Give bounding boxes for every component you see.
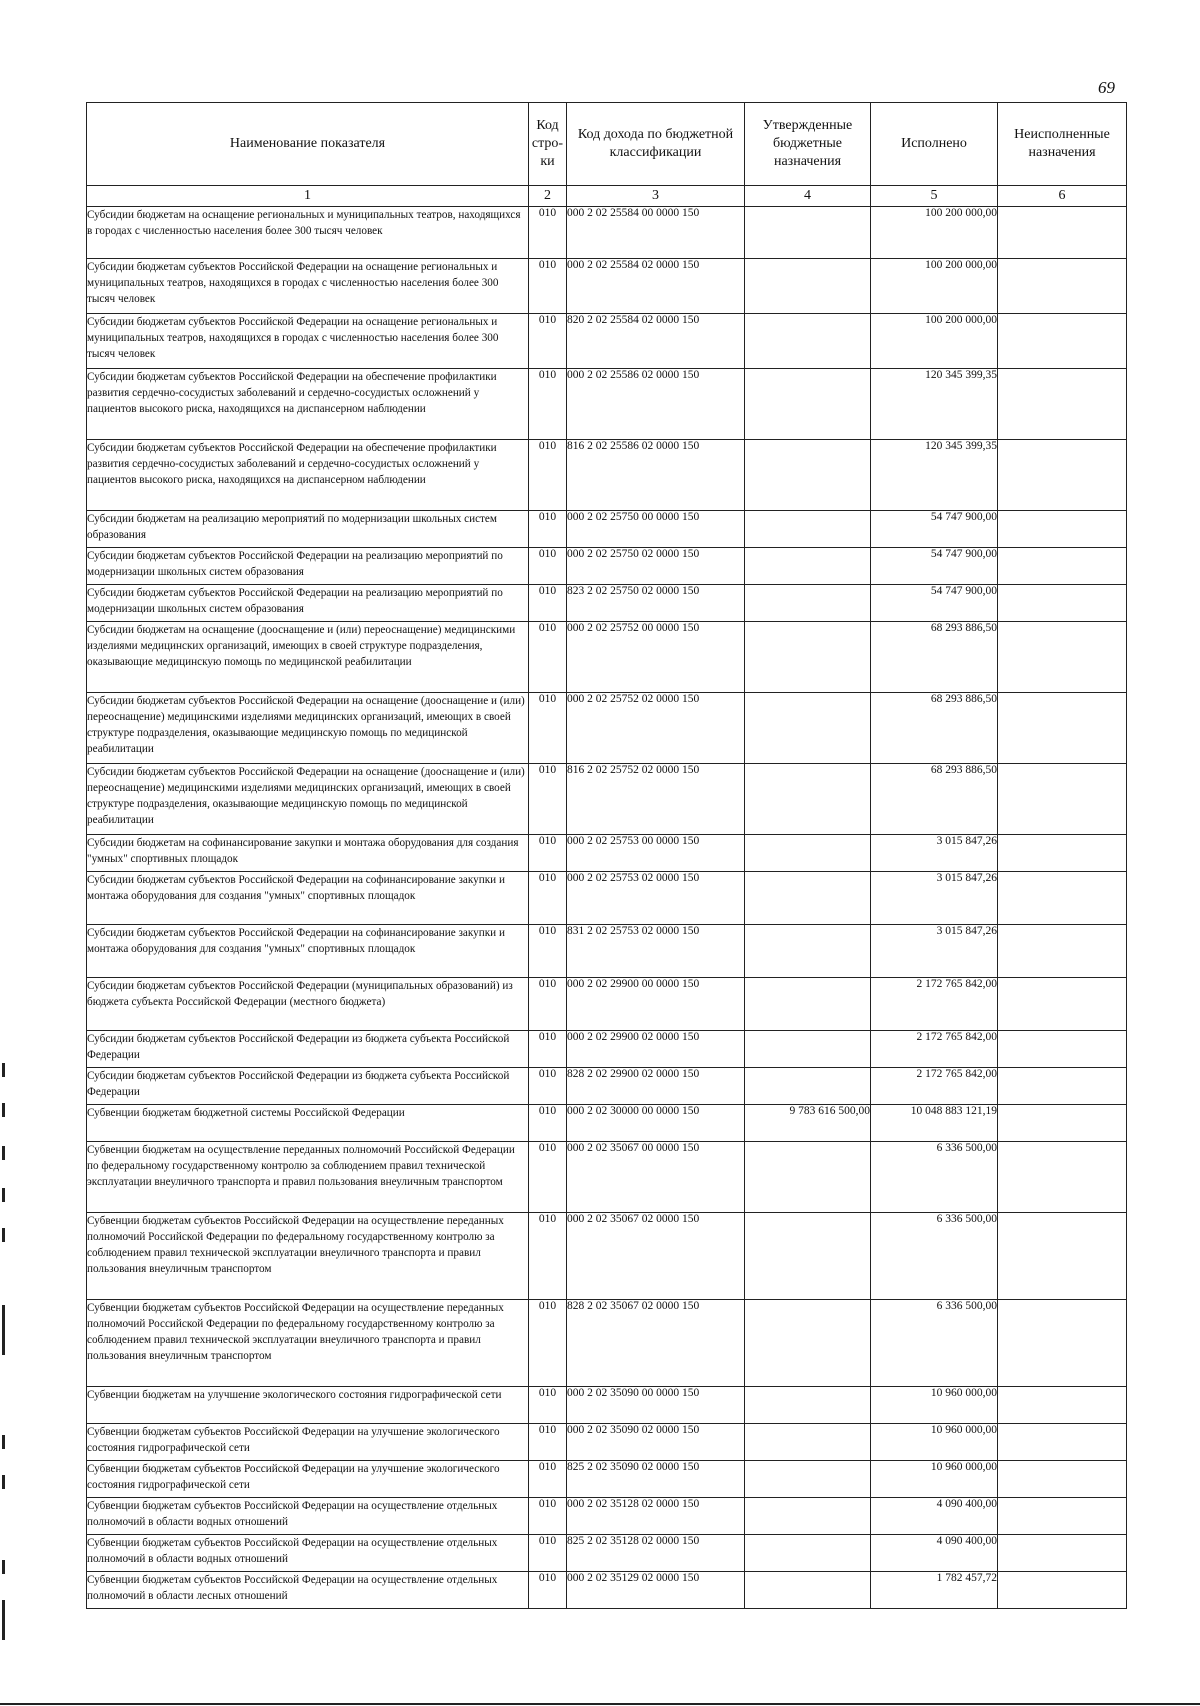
row-executed-cell: 4 090 400,00 xyxy=(871,1498,998,1535)
row-executed-cell: 4 090 400,00 xyxy=(871,1535,998,1572)
row-line-code-cell: 010 xyxy=(529,1461,567,1498)
row-executed-cell: 100 200 000,00 xyxy=(871,259,998,314)
row-income-code-cell: 000 2 02 25752 02 0000 150 xyxy=(567,693,745,764)
row-income-code-cell: 000 2 02 35090 00 0000 150 xyxy=(567,1387,745,1424)
row-name-cell: Субсидии бюджетам субъектов Российской Федерации на оснащение региональных и муниципальных театров, находящихся в городах с численностью населения более 300 тысяч человек xyxy=(87,259,529,314)
table-row xyxy=(87,314,1127,369)
row-name-cell: Субвенции бюджетам субъектов Российской Федерации на улучшение экологического состояния гидрографической сети xyxy=(87,1424,529,1461)
row-approved-cell xyxy=(745,1498,871,1535)
table-row xyxy=(87,1424,1127,1461)
row-line-code-cell: 010 xyxy=(529,1142,567,1213)
row-approved-cell xyxy=(745,207,871,259)
row-approved-cell xyxy=(745,622,871,693)
row-unexecuted-cell xyxy=(998,1498,1127,1535)
row-executed-cell: 68 293 886,50 xyxy=(871,693,998,764)
row-unexecuted-cell xyxy=(998,440,1127,511)
row-name-cell: Субвенции бюджетам на улучшение экологического состояния гидрографической сети xyxy=(87,1387,529,1424)
row-executed-cell: 6 336 500,00 xyxy=(871,1142,998,1213)
row-line-code-cell: 010 xyxy=(529,764,567,835)
row-executed-cell: 100 200 000,00 xyxy=(871,207,998,259)
row-unexecuted-cell xyxy=(998,548,1127,585)
row-name-cell: Субсидии бюджетам субъектов Российской Федерации из бюджета субъекта Российской Федерации xyxy=(87,1031,529,1068)
row-name-cell: Субвенции бюджетам субъектов Российской Федерации на осуществление переданных полномочий Российской Федерации по федеральному государственному контролю за соблюдением правил технической эксплуатации внеуличного транспорта и правил пользования внеуличным транспортом xyxy=(87,1213,529,1300)
table-row xyxy=(87,1572,1127,1609)
row-name-cell: Субсидии бюджетам субъектов Российской Федерации на реализацию мероприятий по модернизации школьных систем образования xyxy=(87,585,529,622)
scan-mark xyxy=(2,1560,5,1574)
row-executed-cell: 54 747 900,00 xyxy=(871,585,998,622)
row-approved-cell xyxy=(745,1535,871,1572)
row-executed-cell: 120 345 399,35 xyxy=(871,369,998,440)
row-approved-cell xyxy=(745,978,871,1031)
row-income-code-cell: 000 2 02 25752 00 0000 150 xyxy=(567,622,745,693)
budget-execution-table xyxy=(86,102,1127,1609)
row-name-cell: Субвенции бюджетам субъектов Российской Федерации на осуществление отдельных полномочий в области водных отношений xyxy=(87,1535,529,1572)
column-numbers-row xyxy=(87,186,1127,207)
row-income-code-cell: 000 2 02 25753 02 0000 150 xyxy=(567,872,745,925)
header-line-code: Код стро-ки xyxy=(529,103,567,186)
row-line-code-cell: 010 xyxy=(529,259,567,314)
row-approved-cell xyxy=(745,1142,871,1213)
row-approved-cell xyxy=(745,1213,871,1300)
scan-mark xyxy=(2,1063,5,1077)
row-unexecuted-cell xyxy=(998,511,1127,548)
scan-mark xyxy=(2,1600,5,1640)
row-income-code-cell: 828 2 02 35067 02 0000 150 xyxy=(567,1300,745,1387)
table-row xyxy=(87,1300,1127,1387)
row-executed-cell: 3 015 847,26 xyxy=(871,835,998,872)
column-number: 3 xyxy=(567,186,745,207)
column-number: 1 xyxy=(87,186,529,207)
header-executed: Исполнено xyxy=(871,103,998,186)
table-row xyxy=(87,1068,1127,1105)
column-number: 4 xyxy=(745,186,871,207)
row-income-code-cell: 000 2 02 25586 02 0000 150 xyxy=(567,369,745,440)
row-unexecuted-cell xyxy=(998,622,1127,693)
row-approved-cell xyxy=(745,259,871,314)
row-unexecuted-cell xyxy=(998,1300,1127,1387)
scan-mark xyxy=(2,1188,5,1202)
row-income-code-cell: 000 2 02 35090 02 0000 150 xyxy=(567,1424,745,1461)
row-executed-cell: 54 747 900,00 xyxy=(871,548,998,585)
scan-mark xyxy=(2,1146,5,1160)
table-row xyxy=(87,693,1127,764)
row-line-code-cell: 010 xyxy=(529,1387,567,1424)
row-unexecuted-cell xyxy=(998,1068,1127,1105)
scan-mark xyxy=(2,1103,5,1117)
row-income-code-cell: 000 2 02 25753 00 0000 150 xyxy=(567,835,745,872)
row-name-cell: Субсидии бюджетам на софинансирование закупки и монтажа оборудования для создания "умных" спортивных площадок xyxy=(87,835,529,872)
row-executed-cell: 2 172 765 842,00 xyxy=(871,1031,998,1068)
row-line-code-cell: 010 xyxy=(529,1213,567,1300)
header-name: Наименование показателя xyxy=(87,103,529,186)
row-income-code-cell: 000 2 02 35128 02 0000 150 xyxy=(567,1498,745,1535)
column-number: 5 xyxy=(871,186,998,207)
row-executed-cell: 10 048 883 121,19 xyxy=(871,1105,998,1142)
row-income-code-cell: 816 2 02 25586 02 0000 150 xyxy=(567,440,745,511)
scan-mark xyxy=(2,1305,5,1355)
row-name-cell: Субсидии бюджетам субъектов Российской Федерации на софинансирование закупки и монтажа оборудования для создания "умных" спортивных площадок xyxy=(87,925,529,978)
row-unexecuted-cell xyxy=(998,1142,1127,1213)
row-name-cell: Субвенции бюджетам субъектов Российской Федерации на осуществление отдельных полномочий в области водных отношений xyxy=(87,1498,529,1535)
table-row xyxy=(87,548,1127,585)
row-income-code-cell: 816 2 02 25752 02 0000 150 xyxy=(567,764,745,835)
row-line-code-cell: 010 xyxy=(529,1535,567,1572)
row-executed-cell: 3 015 847,26 xyxy=(871,925,998,978)
table-row xyxy=(87,764,1127,835)
row-line-code-cell: 010 xyxy=(529,925,567,978)
row-income-code-cell: 831 2 02 25753 02 0000 150 xyxy=(567,925,745,978)
row-executed-cell: 100 200 000,00 xyxy=(871,314,998,369)
row-name-cell: Субсидии бюджетам субъектов Российской Федерации на оснащение (дооснащение и (или) переоснащение) медицинскими изделиями медицинских организаций, имеющих в своей структуре подразделения, оказывающие медицинскую помощь по медицинской реабилитации xyxy=(87,693,529,764)
table-header-row xyxy=(87,103,1127,186)
table-row xyxy=(87,207,1127,259)
row-executed-cell: 10 960 000,00 xyxy=(871,1424,998,1461)
row-income-code-cell: 820 2 02 25584 02 0000 150 xyxy=(567,314,745,369)
scan-mark xyxy=(2,1228,5,1242)
table-row xyxy=(87,1535,1127,1572)
column-number: 6 xyxy=(998,186,1127,207)
row-executed-cell: 1 782 457,72 xyxy=(871,1572,998,1609)
row-approved-cell xyxy=(745,511,871,548)
row-unexecuted-cell xyxy=(998,369,1127,440)
row-approved-cell xyxy=(745,1300,871,1387)
scan-bottom-line xyxy=(0,1703,1200,1705)
row-executed-cell: 68 293 886,50 xyxy=(871,622,998,693)
table-row xyxy=(87,1461,1127,1498)
table-row xyxy=(87,978,1127,1031)
table-row xyxy=(87,1105,1127,1142)
row-approved-cell xyxy=(745,1031,871,1068)
table-row xyxy=(87,511,1127,548)
row-income-code-cell: 825 2 02 35128 02 0000 150 xyxy=(567,1535,745,1572)
row-unexecuted-cell xyxy=(998,1105,1127,1142)
row-income-code-cell: 000 2 02 35067 02 0000 150 xyxy=(567,1213,745,1300)
row-income-code-cell: 000 2 02 29900 00 0000 150 xyxy=(567,978,745,1031)
row-executed-cell: 2 172 765 842,00 xyxy=(871,978,998,1031)
row-line-code-cell: 010 xyxy=(529,978,567,1031)
table-row xyxy=(87,1142,1127,1213)
row-approved-cell xyxy=(745,1068,871,1105)
row-unexecuted-cell xyxy=(998,835,1127,872)
row-unexecuted-cell xyxy=(998,1461,1127,1498)
table-row xyxy=(87,1387,1127,1424)
row-name-cell: Субсидии бюджетам субъектов Российской Федерации (муниципальных образований) из бюджета субъекта Российской Федерации (местного бюджета) xyxy=(87,978,529,1031)
row-approved-cell: 9 783 616 500,00 xyxy=(745,1105,871,1142)
header-unexecuted: Неисполненные назначения xyxy=(998,103,1127,186)
row-approved-cell xyxy=(745,314,871,369)
row-line-code-cell: 010 xyxy=(529,1572,567,1609)
row-income-code-cell: 823 2 02 25750 02 0000 150 xyxy=(567,585,745,622)
row-unexecuted-cell xyxy=(998,314,1127,369)
row-line-code-cell: 010 xyxy=(529,314,567,369)
header-approved: Утвержденные бюджетные назначения xyxy=(745,103,871,186)
row-unexecuted-cell xyxy=(998,1031,1127,1068)
row-unexecuted-cell xyxy=(998,207,1127,259)
row-income-code-cell: 000 2 02 29900 02 0000 150 xyxy=(567,1031,745,1068)
row-name-cell: Субсидии бюджетам субъектов Российской Федерации на реализацию мероприятий по модернизации школьных систем образования xyxy=(87,548,529,585)
row-unexecuted-cell xyxy=(998,872,1127,925)
row-line-code-cell: 010 xyxy=(529,548,567,585)
row-executed-cell: 3 015 847,26 xyxy=(871,872,998,925)
row-unexecuted-cell xyxy=(998,585,1127,622)
row-name-cell: Субсидии бюджетам субъектов Российской Федерации на оснащение (дооснащение и (или) переоснащение) медицинскими изделиями медицинских организаций, имеющих в своей структуре подразделения, оказывающие медицинскую помощь по медицинской реабилитации xyxy=(87,764,529,835)
row-executed-cell: 6 336 500,00 xyxy=(871,1300,998,1387)
table-row xyxy=(87,835,1127,872)
row-income-code-cell: 000 2 02 30000 00 0000 150 xyxy=(567,1105,745,1142)
row-unexecuted-cell xyxy=(998,925,1127,978)
row-income-code-cell: 000 2 02 25750 02 0000 150 xyxy=(567,548,745,585)
row-name-cell: Субвенции бюджетам субъектов Российской Федерации на осуществление отдельных полномочий в области лесных отношений xyxy=(87,1572,529,1609)
row-unexecuted-cell xyxy=(998,1424,1127,1461)
scan-mark xyxy=(2,1435,5,1449)
row-name-cell: Субсидии бюджетам субъектов Российской Федерации на обеспечение профилактики развития сердечно-сосудистых заболеваний и сердечно-сосудистых осложнений у пациентов высокого риска, находящихся на диспансерном наблюдении xyxy=(87,369,529,440)
row-line-code-cell: 010 xyxy=(529,1424,567,1461)
row-approved-cell xyxy=(745,764,871,835)
row-line-code-cell: 010 xyxy=(529,369,567,440)
row-name-cell: Субвенции бюджетам субъектов Российской Федерации на осуществление переданных полномочий Российской Федерации по федеральному государственному контролю за соблюдением правил технической эксплуатации внеуличного транспорта и правил пользования внеуличным транспортом xyxy=(87,1300,529,1387)
row-approved-cell xyxy=(745,835,871,872)
row-approved-cell xyxy=(745,925,871,978)
row-line-code-cell: 010 xyxy=(529,622,567,693)
row-line-code-cell: 010 xyxy=(529,1105,567,1142)
row-approved-cell xyxy=(745,1572,871,1609)
row-line-code-cell: 010 xyxy=(529,1031,567,1068)
row-name-cell: Субсидии бюджетам субъектов Российской Федерации на софинансирование закупки и монтажа оборудования для создания "умных" спортивных площадок xyxy=(87,872,529,925)
row-line-code-cell: 010 xyxy=(529,872,567,925)
table-row xyxy=(87,259,1127,314)
row-executed-cell: 54 747 900,00 xyxy=(871,511,998,548)
row-approved-cell xyxy=(745,872,871,925)
row-name-cell: Субсидии бюджетам субъектов Российской Федерации на оснащение региональных и муниципальных театров, находящихся в городах с численностью населения более 300 тысяч человек xyxy=(87,314,529,369)
row-name-cell: Субсидии бюджетам субъектов Российской Федерации из бюджета субъекта Российской Федерации xyxy=(87,1068,529,1105)
row-name-cell: Субсидии бюджетам на оснащение (дооснащение и (или) переоснащение) медицинскими изделиями медицинских организаций, имеющих в своей структуре подразделения, оказывающие медицинскую помощь по медицинской реабилитации xyxy=(87,622,529,693)
table-row xyxy=(87,1213,1127,1300)
row-income-code-cell: 000 2 02 25584 02 0000 150 xyxy=(567,259,745,314)
row-approved-cell xyxy=(745,1387,871,1424)
row-unexecuted-cell xyxy=(998,764,1127,835)
row-unexecuted-cell xyxy=(998,259,1127,314)
row-name-cell: Субвенции бюджетам бюджетной системы Российской Федерации xyxy=(87,1105,529,1142)
row-income-code-cell: 000 2 02 25750 00 0000 150 xyxy=(567,511,745,548)
row-approved-cell xyxy=(745,1424,871,1461)
row-line-code-cell: 010 xyxy=(529,511,567,548)
row-approved-cell xyxy=(745,693,871,764)
header-income-code: Код дохода по бюджетной классификации xyxy=(567,103,745,186)
page-number: 69 xyxy=(1098,78,1115,97)
row-unexecuted-cell xyxy=(998,1572,1127,1609)
row-unexecuted-cell xyxy=(998,693,1127,764)
table-row xyxy=(87,369,1127,440)
row-line-code-cell: 010 xyxy=(529,1498,567,1535)
row-name-cell: Субсидии бюджетам на реализацию мероприятий по модернизации школьных систем образования xyxy=(87,511,529,548)
row-executed-cell: 68 293 886,50 xyxy=(871,764,998,835)
row-line-code-cell: 010 xyxy=(529,1068,567,1105)
table-row xyxy=(87,440,1127,511)
column-number: 2 xyxy=(529,186,567,207)
table-row xyxy=(87,925,1127,978)
row-income-code-cell: 000 2 02 25584 00 0000 150 xyxy=(567,207,745,259)
row-name-cell: Субсидии бюджетам субъектов Российской Федерации на обеспечение профилактики развития сердечно-сосудистых заболеваний и сердечно-сосудистых осложнений у пациентов высокого риска, находящихся на диспансерном наблюдении xyxy=(87,440,529,511)
row-income-code-cell: 000 2 02 35129 02 0000 150 xyxy=(567,1572,745,1609)
table-row xyxy=(87,622,1127,693)
table-row xyxy=(87,585,1127,622)
row-executed-cell: 6 336 500,00 xyxy=(871,1213,998,1300)
row-unexecuted-cell xyxy=(998,1535,1127,1572)
table-row xyxy=(87,1031,1127,1068)
row-approved-cell xyxy=(745,1461,871,1498)
row-line-code-cell: 010 xyxy=(529,693,567,764)
row-executed-cell: 2 172 765 842,00 xyxy=(871,1068,998,1105)
scan-mark xyxy=(2,1475,5,1489)
row-executed-cell: 10 960 000,00 xyxy=(871,1461,998,1498)
table-body xyxy=(87,207,1127,1609)
row-name-cell: Субвенции бюджетам на осуществление переданных полномочий Российской Федерации по федеральному государственному контролю за соблюдением правил технической эксплуатации внеуличного транспорта и правил пользования внеуличным транспортом xyxy=(87,1142,529,1213)
row-line-code-cell: 010 xyxy=(529,1300,567,1387)
row-name-cell: Субвенции бюджетам субъектов Российской Федерации на улучшение экологического состояния гидрографической сети xyxy=(87,1461,529,1498)
row-income-code-cell: 825 2 02 35090 02 0000 150 xyxy=(567,1461,745,1498)
row-executed-cell: 120 345 399,35 xyxy=(871,440,998,511)
table-row xyxy=(87,872,1127,925)
table-row xyxy=(87,1498,1127,1535)
row-line-code-cell: 010 xyxy=(529,835,567,872)
row-income-code-cell: 000 2 02 35067 00 0000 150 xyxy=(567,1142,745,1213)
row-executed-cell: 10 960 000,00 xyxy=(871,1387,998,1424)
row-approved-cell xyxy=(745,548,871,585)
row-approved-cell xyxy=(745,369,871,440)
row-line-code-cell: 010 xyxy=(529,440,567,511)
row-approved-cell xyxy=(745,585,871,622)
row-line-code-cell: 010 xyxy=(529,207,567,259)
row-approved-cell xyxy=(745,440,871,511)
row-unexecuted-cell xyxy=(998,1213,1127,1300)
row-name-cell: Субсидии бюджетам на оснащение региональных и муниципальных театров, находящихся в городах с численностью населения более 300 тысяч человек xyxy=(87,207,529,259)
row-income-code-cell: 828 2 02 29900 02 0000 150 xyxy=(567,1068,745,1105)
row-line-code-cell: 010 xyxy=(529,585,567,622)
row-unexecuted-cell xyxy=(998,978,1127,1031)
row-unexecuted-cell xyxy=(998,1387,1127,1424)
